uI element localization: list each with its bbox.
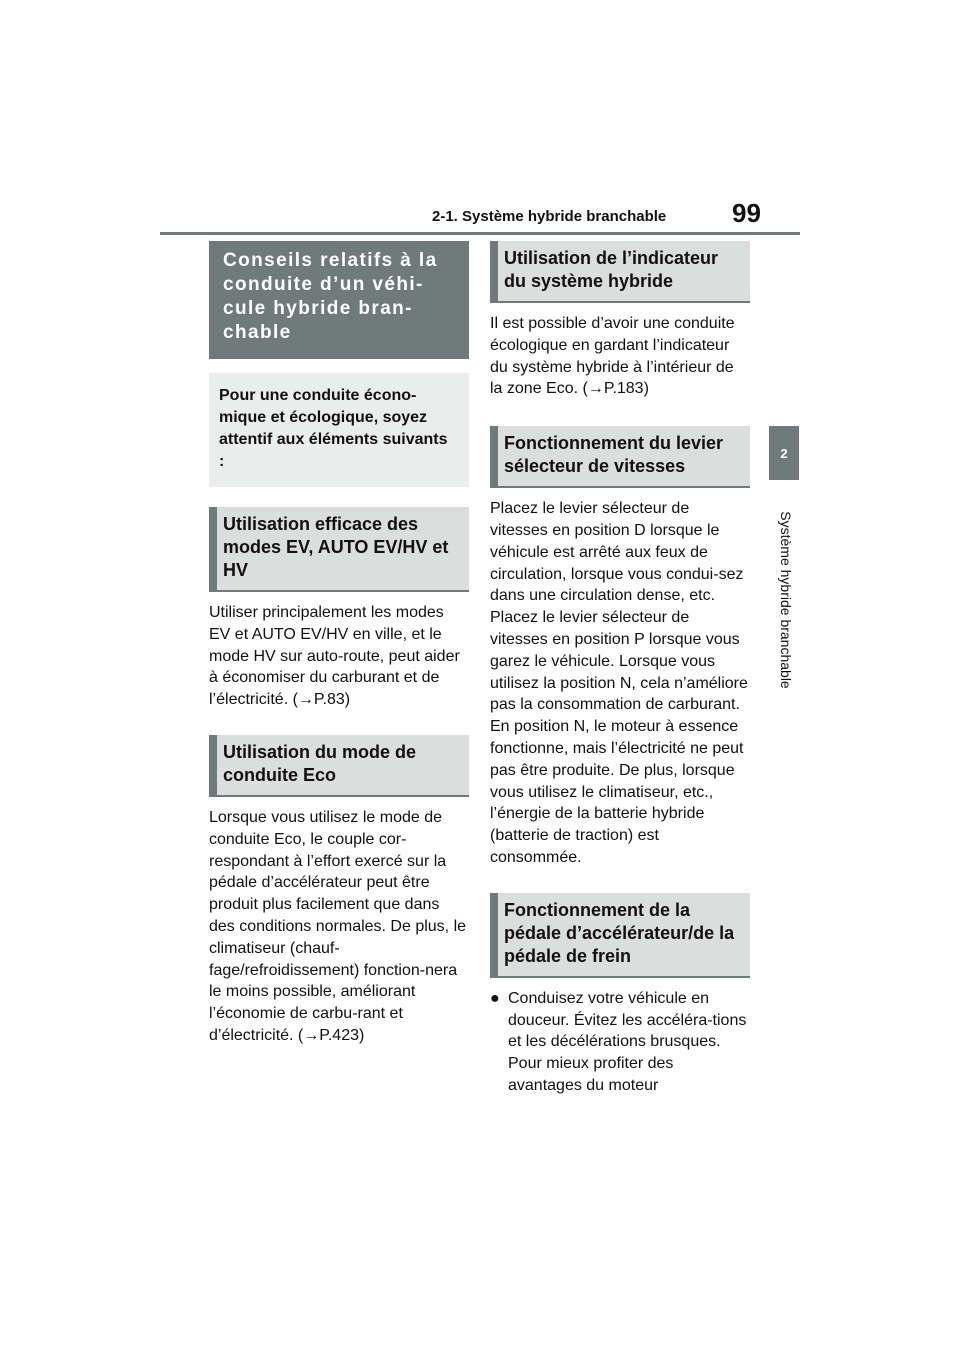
intro-box: Pour une conduite écono-mique et écologique, soyez attentif aux éléments suivants : [209, 373, 469, 487]
section-body-ev-modes: Utiliser principalement les modes EV et AUTO EV/HV en ville, et le mode HV sur auto-route, peut aider à économiser du carburant et de l’électricité. (→P.83) [209, 604, 460, 709]
chapter-number: 2 [780, 445, 788, 461]
left-column [209, 241, 469, 1047]
main-banner-title: Conseils relatifs à la conduite d’un véhi-cule hybride bran-chable [209, 241, 469, 359]
right-column [490, 241, 750, 1097]
bullet-text: Conduisez votre véhicule en douceur. Évitez les accéléra-tions et les décélérations brusques. Pour mieux profiter des avantages du moteur [508, 989, 747, 1094]
list-item [490, 988, 750, 1097]
section-title: 2-1. Système hybride branchable [432, 208, 667, 225]
section-heading-pedals: Fonctionnement de la pédale d’accélérateur/de la pédale de frein [490, 893, 750, 978]
chapter-side-label: Système hybride branchable [778, 511, 794, 689]
bullet-icon: ● [490, 989, 500, 1007]
chapter-tab [769, 426, 799, 480]
section-heading-ev-modes: Utilisation efficace des modes EV, AUTO EV/HV et HV [209, 507, 469, 592]
header-rule [160, 232, 800, 235]
section-heading-hybrid-indicator: Utilisation de l’indicateur du système hybride [490, 241, 750, 303]
section-body-eco-mode: Lorsque vous utilisez le mode de conduite Eco, le couple cor-respondant à l’effort exercé sur la pédale d’accélérateur peut être produit plus facilement que dans des conditions normales. De plus, le climatiseur (chauf-fage/refroidissement) fonction-nera le moins possible, améliorant l’économie de carbu-rant et d’électricité. (→P.423) [209, 808, 467, 1044]
section-heading-eco-mode: Utilisation du mode de conduite Eco [209, 735, 469, 797]
section-heading-shift-lever: Fonctionnement du levier sélecteur de vitesses [490, 426, 750, 488]
section-body-shift-lever: Placez le levier sélecteur de vitesses en position D lorsque le véhicule est arrêté aux feux de circulation, lorsque vous condui-sez dans une circulation dense, etc. Placez le levier sélecteur de vitesses en position P lorsque vous garez le véhicule. Lorsque vous utilisez la position N, cela n’améliore pas la consommation de carburant. En position N, le moteur à essence fonctionne, mais l’électricité ne peut pas être produite. De plus, lorsque vous utilisez le climatiseur, etc., l’énergie de la batterie hybride (batterie de traction) est consommée. [490, 500, 748, 866]
section-body-hybrid-indicator: Il est possible d’avoir une conduite écologique en gardant l’indicateur du système hybride à l’intérieur de la zone Eco. (→P.183) [490, 315, 735, 398]
page-number: 99 [732, 198, 761, 228]
